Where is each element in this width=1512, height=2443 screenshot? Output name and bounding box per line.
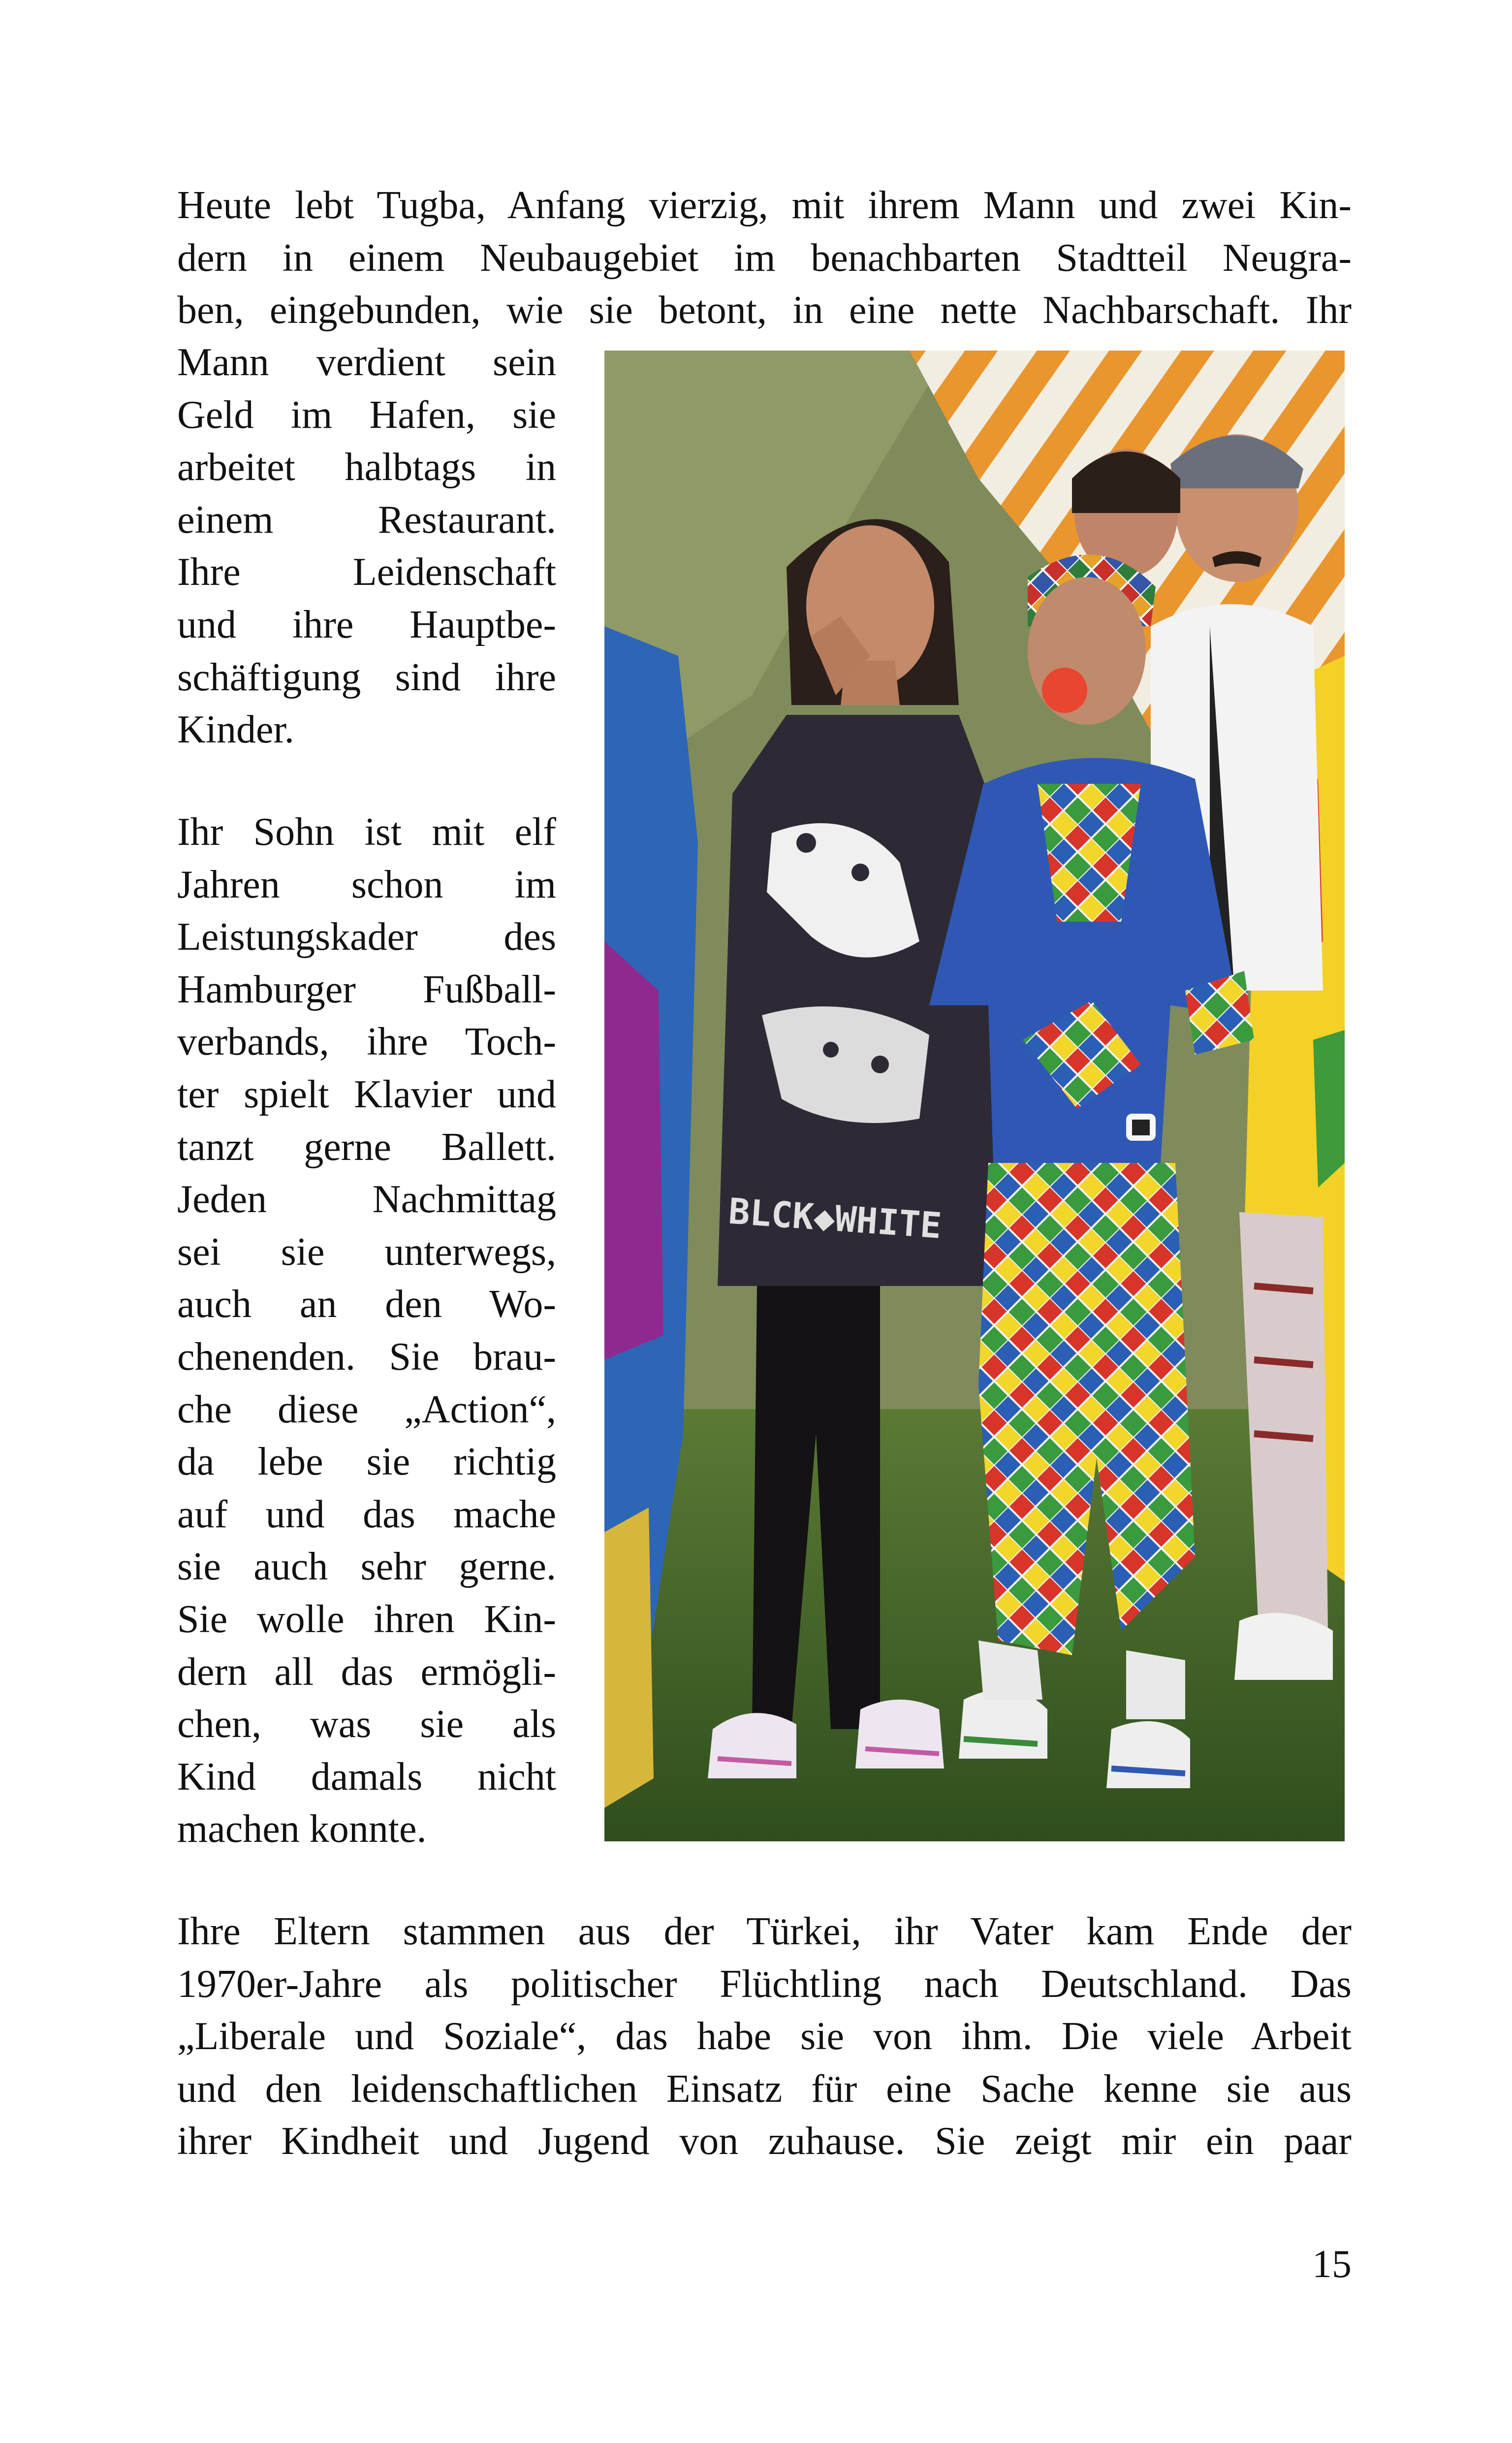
text-line: auf und das mache [177, 1492, 556, 1536]
text-line: chenenden. Sie brau- [177, 1335, 556, 1379]
text-line: Leistungskader des [177, 915, 556, 959]
text-line: arbeitet halbtags in [177, 446, 556, 489]
page-number: 15 [1312, 2243, 1352, 2286]
text-line: Geld im Hafen, sie [177, 393, 556, 437]
text-line: „Liberale und Soziale“, das habe sie von ihm. Die viele Arbeit [177, 2015, 1352, 2058]
text-line: auch an den Wo- [177, 1283, 556, 1326]
text-line: Jahren schon im [177, 863, 556, 906]
text-line: machen konnte. [177, 1807, 427, 1851]
children-costume-photo [604, 351, 1345, 1841]
text-line: Mann verdient sein [177, 341, 556, 384]
paragraph-intro [177, 179, 1352, 337]
text-line: Sie wolle ihren Kin- [177, 1597, 556, 1641]
clown-nose [1042, 668, 1087, 713]
text-line: chen, was sie als [177, 1703, 556, 1746]
text-line: che diese „Action“, [177, 1387, 556, 1431]
text-line: Ihre Eltern stammen aus der Türkei, ihr Vater kam Ende der [177, 1910, 1352, 1953]
text-line: schäftigung sind ihre [177, 655, 556, 699]
text-line: Heute lebt Tugba, Anfang vierzig, mit ihrem Mann und zwei Kin- [177, 184, 1352, 227]
text-line: da lebe sie richtig [177, 1440, 556, 1484]
text-line: Hamburger Fußball- [177, 967, 556, 1011]
paragraph-children [177, 806, 556, 1856]
text-line: sei sie unterwegs, [177, 1230, 556, 1274]
text-line: und ihre Hauptbe- [177, 603, 556, 646]
text-line: sie auch sehr gerne. [177, 1545, 556, 1589]
text-line: und den leidenschaftlichen Einsatz für eine Sache kenne sie aus [177, 2067, 1352, 2111]
text-line: ihrer Kindheit und Jugend von zuhause. Sie zeigt mir ein paar [177, 2120, 1352, 2163]
text-line: ter spielt Klavier und [177, 1072, 556, 1116]
text-line: dern in einem Neubaugebiet im benachbarten Stadtteil Neugra- [177, 236, 1352, 280]
text-line: einem Restaurant. [177, 498, 556, 542]
paragraph-husband-work [177, 336, 556, 756]
text-line: Kind damals nicht [177, 1755, 556, 1799]
text-line: Kinder. [177, 708, 294, 752]
sweater-text: BLCK◆WHITE [727, 1190, 943, 1247]
paragraph-parents [177, 1905, 1352, 2168]
text-line: tanzt gerne Ballett. [177, 1125, 556, 1169]
text-line: Ihr Sohn ist mit elf [177, 810, 556, 854]
text-line: ben, eingebunden, wie sie betont, in eine nette Nachbarschaft. Ihr [177, 289, 1352, 332]
text-line: verbands, ihre Toch- [177, 1020, 556, 1064]
text-line: 1970er-Jahre als politischer Flüchtling nach Deutschland. Das [177, 1962, 1352, 2006]
text-line: Jeden Nachmittag [177, 1178, 556, 1222]
text-line: Ihre Leidenschaft [177, 550, 556, 594]
text-line: dern all das ermögli- [177, 1650, 556, 1694]
